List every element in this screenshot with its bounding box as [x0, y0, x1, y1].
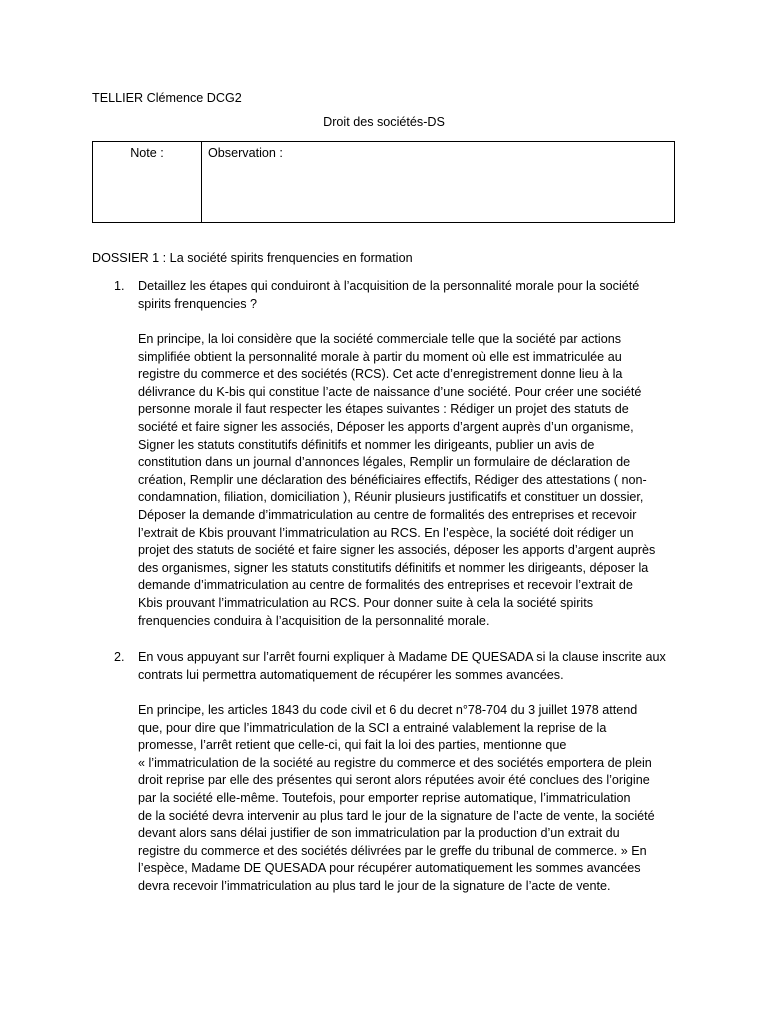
answer-line: personne morale il faut respecter les étapes suivantes : Rédiger un projet des statuts de: [138, 402, 629, 417]
answer-line: En principe, les articles 1843 du code civil et 6 du decret n°78-704 du 3 juillet 1978 attend: [138, 703, 638, 717]
answer-line: devant alors sans délai justifier de son immatriculation par la production d’un extrait du: [138, 826, 620, 841]
answer-1-paragraph: [138, 331, 684, 630]
answer-line: Kbis prouvant l’immatriculation au RCS. Pour donner suite à cela la société spirits: [138, 595, 593, 610]
question-line: spirits frenquencies ?: [138, 296, 258, 311]
answer-line: condamnation, filiation, domiciliation ), Réunir plusieurs justificatifs et constituer un dossier,: [138, 490, 644, 505]
answer-line: l’espèce, Madame DE QUESADA pour récupérer automatiquement les sommes avancées: [138, 861, 641, 876]
student-name: TELLIER Clémence DCG2: [92, 91, 242, 105]
answer-line: En principe, la loi considère que la société commerciale telle que la société par actions: [138, 332, 622, 346]
answer-line: que, pour dire que l’immatriculation de la SCI a entrainé valablement la reprise de la: [138, 720, 607, 735]
observation-label: Observation :: [208, 146, 283, 160]
answer-line: droit reprise par elle des présentes qui seront alors réputées avoir été conclues des l’origine: [138, 773, 650, 788]
answer-2-paragraph: [138, 702, 684, 896]
observation-cell: [202, 142, 675, 223]
answer-line: des organismes, signer les statuts constitutifs définitifs et nommer les dirigeants, déposer la: [138, 560, 649, 575]
answer-line: l’extrait de Kbis prouvant l’immatriculation au RCS. En l’espèce, la société doit rédiger un: [138, 525, 634, 540]
question-2-number: 2.: [114, 650, 125, 664]
answer-line: création, Remplir une déclaration des bénéficiaires effectifs, Rédiger des attestations ( non-: [138, 472, 647, 487]
question-1-number: 1.: [114, 279, 125, 293]
grade-table: [92, 141, 675, 223]
answer-line: frenquencies conduira à l’acquisition de la personnalité morale.: [138, 613, 490, 628]
answer-line: devra recevoir l’immatriculation au plus tard le jour de la signature de l’acte de vente.: [138, 878, 611, 893]
dossier-heading: DOSSIER 1 : La société spirits frenquencies en formation: [92, 251, 413, 265]
answer-line: registre du commerce et des sociétés (RCS). Cet acte d’enregistrement donne lieu à la: [138, 367, 623, 382]
answer-line: constitution dans un journal d’annonces légales, Remplir un formulaire de déclaration de: [138, 455, 631, 470]
answer-line: promesse, l’arrêt retient que celle-ci, qui fait la loi des parties, mentionne que: [138, 738, 567, 753]
question-line: En vous appuyant sur l’arrêt fourni expliquer à Madame DE QUESADA si la clause inscrite aux: [138, 650, 666, 664]
answer-line: de la société devra intervenir au plus tard le jour de la signature de l’acte de vente, la société: [138, 808, 655, 823]
question-1-text: [138, 278, 686, 313]
answer-line: délivrance du K-bis qui constitue l’acte de naissance d’une société. Pour créer une société: [138, 384, 642, 399]
answer-line: société et faire signer les associés, Déposer les apports d’argent auprès d’un organisme,: [138, 419, 634, 434]
note-label: Note :: [130, 146, 164, 160]
answer-line: registre du commerce et des sociétés délivrées par le greffe du tribunal de commerce. » En: [138, 843, 647, 858]
answer-line: projet des statuts de société et faire signer les associés, déposer les apports d’argent auprès: [138, 543, 656, 558]
answer-line: demande d’immatriculation au centre de formalités des entreprises et recevoir l’extrait de: [138, 578, 633, 593]
answer-line: simplifiée obtient la personnalité morale à partir du moment où elle est immatriculée au: [138, 349, 622, 364]
answer-line: Déposer la demande d’immatriculation au centre de formalités des entreprises et recevoir: [138, 507, 637, 522]
note-cell: [93, 142, 202, 223]
question-line: contrats lui permettra automatiquement de récupérer les sommes avancées.: [138, 667, 564, 682]
question-2-text: [138, 649, 686, 684]
question-line: Detaillez les étapes qui conduiront à l’acquisition de la personnalité morale pour la société: [138, 279, 640, 293]
answer-line: par la société elle-même. Toutefois, pour emporter reprise automatique, l’immatriculation: [138, 790, 631, 805]
answer-line: « l’immatriculation de la société au registre du commerce et des sociétés emportera de plein: [138, 755, 652, 770]
answer-line: Signer les statuts constitutifs définitifs et nommer les dirigeants, publier un avis de: [138, 437, 595, 452]
document-title: Droit des sociétés-DS: [323, 115, 445, 129]
